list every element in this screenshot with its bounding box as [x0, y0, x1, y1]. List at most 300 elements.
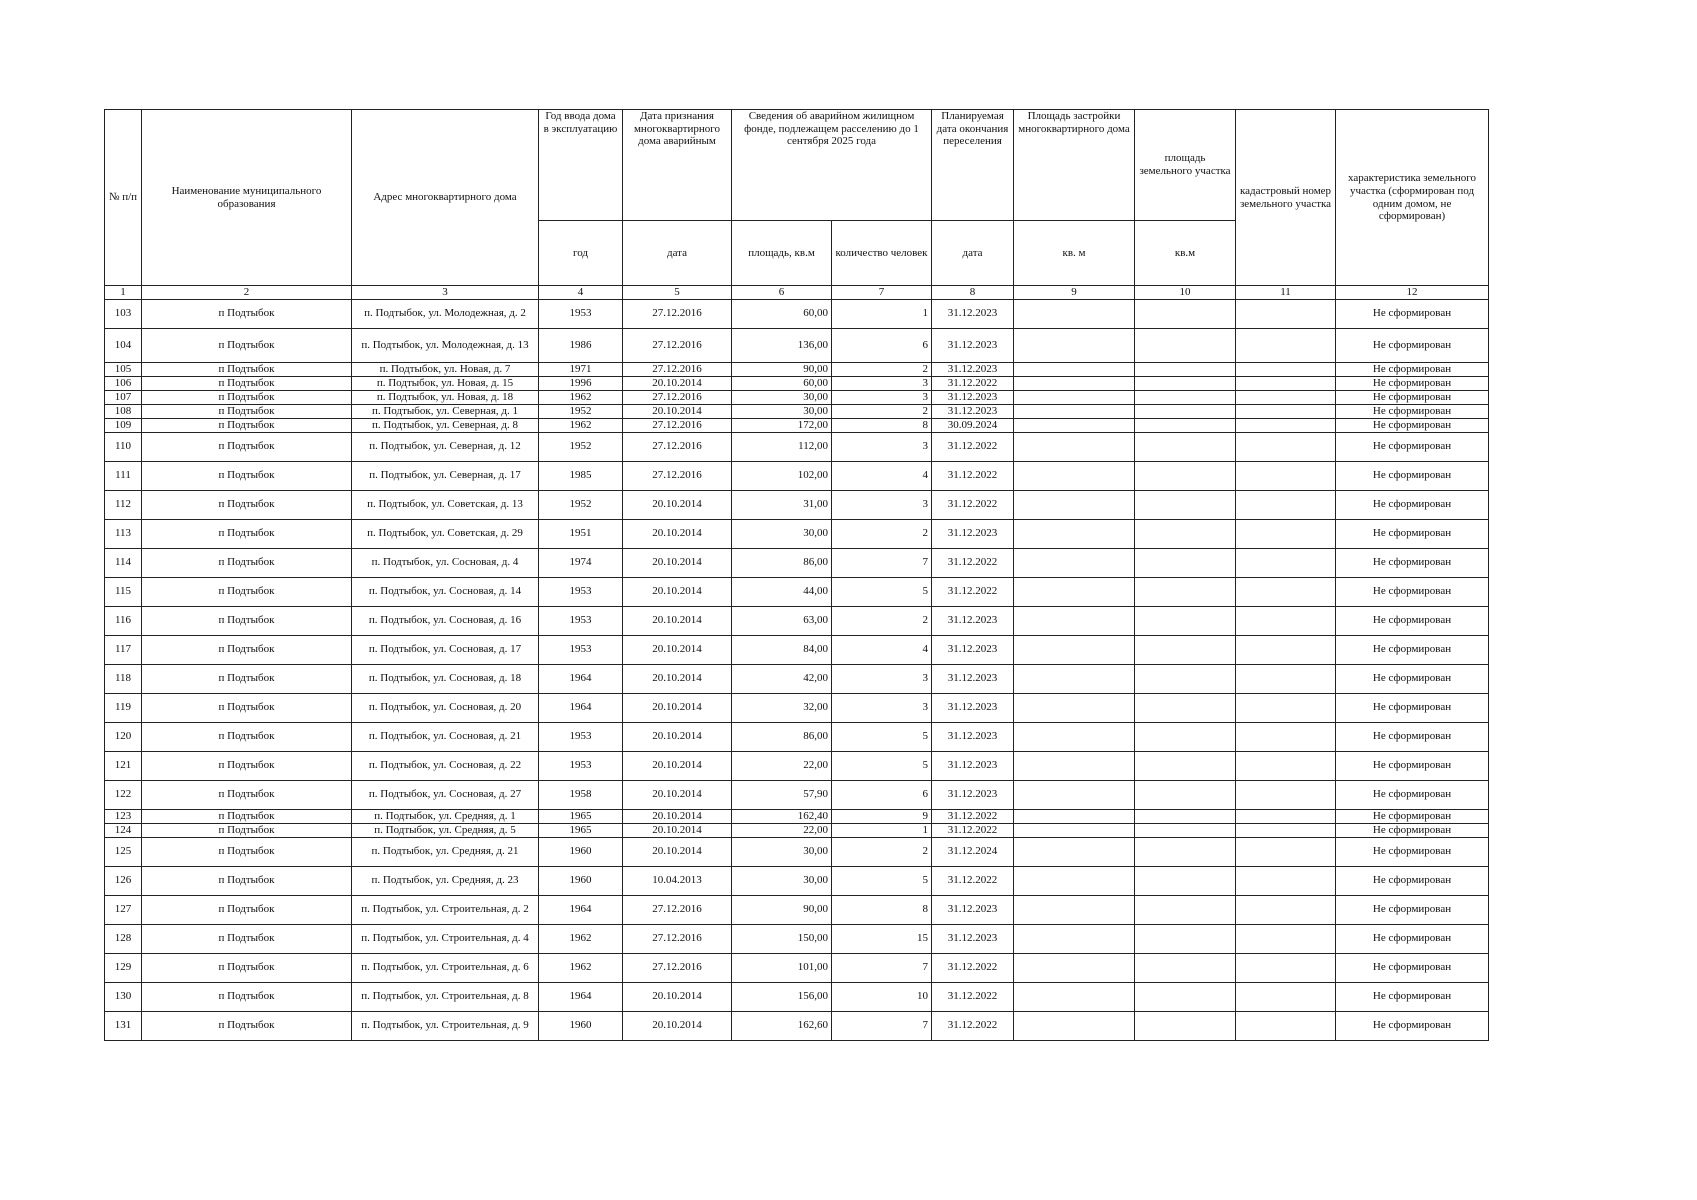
cell-land-status: Не сформирован [1336, 780, 1489, 809]
cell-land-area [1135, 390, 1236, 404]
cell-year: 1985 [539, 461, 623, 490]
cell-end-date: 31.12.2023 [932, 924, 1014, 953]
cell-municipality: п Подтыбок [142, 780, 352, 809]
table-row [105, 1011, 1489, 1040]
cell-land-status: Не сформирован [1336, 953, 1489, 982]
cell-land-area [1135, 635, 1236, 664]
cell-year: 1962 [539, 390, 623, 404]
cell-cadastral [1236, 722, 1336, 751]
cell-cadastral [1236, 780, 1336, 809]
cell-land-status: Не сформирован [1336, 1011, 1489, 1040]
cell-municipality: п Подтыбок [142, 390, 352, 404]
cell-people: 2 [832, 362, 932, 376]
cell-cadastral [1236, 461, 1336, 490]
cell-year: 1996 [539, 376, 623, 390]
cell-year: 1953 [539, 751, 623, 780]
cell-build-area [1014, 362, 1135, 376]
cell-land-area [1135, 548, 1236, 577]
header-recognition-date: Дата признания многоквартирного дома аварийным [623, 110, 732, 221]
cell-address: п. Подтыбок, ул. Средняя, д. 1 [352, 809, 539, 823]
cell-land-area [1135, 809, 1236, 823]
cell-date: 20.10.2014 [623, 1011, 732, 1040]
cell-address: п. Подтыбок, ул. Строительная, д. 2 [352, 895, 539, 924]
cell-area: 86,00 [732, 722, 832, 751]
cell-build-area [1014, 404, 1135, 418]
cell-area: 22,00 [732, 751, 832, 780]
cell-land-status: Не сформирован [1336, 418, 1489, 432]
cell-no: 122 [105, 780, 142, 809]
cell-land-area [1135, 606, 1236, 635]
cell-no: 111 [105, 461, 142, 490]
cell-land-area [1135, 418, 1236, 432]
cell-land-status: Не сформирован [1336, 866, 1489, 895]
cell-area: 86,00 [732, 548, 832, 577]
table-row [105, 751, 1489, 780]
cell-address: п. Подтыбок, ул. Сосновая, д. 16 [352, 606, 539, 635]
cell-end-date: 31.12.2023 [932, 606, 1014, 635]
cell-address: п. Подтыбок, ул. Новая, д. 18 [352, 390, 539, 404]
cell-cadastral [1236, 751, 1336, 780]
cell-municipality: п Подтыбок [142, 577, 352, 606]
cell-build-area [1014, 328, 1135, 362]
table-row [105, 953, 1489, 982]
table-row [105, 664, 1489, 693]
table-row [105, 490, 1489, 519]
cell-area: 42,00 [732, 664, 832, 693]
cell-year: 1964 [539, 664, 623, 693]
header-address: Адрес многоквартирного дома [352, 110, 539, 286]
cell-land-area [1135, 519, 1236, 548]
cell-people: 2 [832, 519, 932, 548]
cell-date: 20.10.2014 [623, 982, 732, 1011]
cell-end-date: 31.12.2023 [932, 693, 1014, 722]
cell-end-date: 31.12.2023 [932, 722, 1014, 751]
header-municipality: Наименование муниципального образования [142, 110, 352, 286]
cell-area: 162,40 [732, 809, 832, 823]
cell-land-area [1135, 722, 1236, 751]
cell-land-status: Не сформирован [1336, 519, 1489, 548]
cell-year: 1952 [539, 490, 623, 519]
cell-cadastral [1236, 404, 1336, 418]
cell-cadastral [1236, 635, 1336, 664]
cell-people: 5 [832, 722, 932, 751]
cell-area: 162,60 [732, 1011, 832, 1040]
cell-year: 1960 [539, 1011, 623, 1040]
cell-build-area [1014, 722, 1135, 751]
cell-area: 31,00 [732, 490, 832, 519]
cell-date: 20.10.2014 [623, 548, 732, 577]
subheader-people: количество человек [832, 221, 932, 286]
cell-municipality: п Подтыбок [142, 328, 352, 362]
cell-people: 7 [832, 953, 932, 982]
cell-no: 120 [105, 722, 142, 751]
cell-land-status: Не сформирован [1336, 823, 1489, 837]
cell-build-area [1014, 390, 1135, 404]
cell-cadastral [1236, 837, 1336, 866]
cell-no: 107 [105, 390, 142, 404]
cell-land-status: Не сформирован [1336, 299, 1489, 328]
cell-date: 20.10.2014 [623, 664, 732, 693]
cell-municipality: п Подтыбок [142, 376, 352, 390]
cell-date: 27.12.2016 [623, 924, 732, 953]
header-emergency-info: Сведения об аварийном жилищном фонде, подлежащем расселению до 1 сентября 2025 года [732, 110, 932, 221]
cell-build-area [1014, 982, 1135, 1011]
table-row [105, 577, 1489, 606]
cell-cadastral [1236, 390, 1336, 404]
cell-address: п. Подтыбок, ул. Строительная, д. 9 [352, 1011, 539, 1040]
cell-land-status: Не сформирован [1336, 809, 1489, 823]
cell-date: 20.10.2014 [623, 823, 732, 837]
cell-municipality: п Подтыбок [142, 548, 352, 577]
cell-no: 114 [105, 548, 142, 577]
cell-area: 112,00 [732, 432, 832, 461]
cell-address: п. Подтыбок, ул. Сосновая, д. 20 [352, 693, 539, 722]
cell-address: п. Подтыбок, ул. Молодежная, д. 2 [352, 299, 539, 328]
cell-people: 1 [832, 823, 932, 837]
cell-cadastral [1236, 693, 1336, 722]
cell-year: 1953 [539, 635, 623, 664]
table-row [105, 837, 1489, 866]
cell-no: 112 [105, 490, 142, 519]
cell-no: 108 [105, 404, 142, 418]
col-num: 2 [142, 286, 352, 300]
cell-build-area [1014, 664, 1135, 693]
cell-no: 118 [105, 664, 142, 693]
cell-area: 22,00 [732, 823, 832, 837]
subheader-area: площадь, кв.м [732, 221, 832, 286]
cell-address: п. Подтыбок, ул. Новая, д. 15 [352, 376, 539, 390]
cell-year: 1962 [539, 953, 623, 982]
cell-no: 126 [105, 866, 142, 895]
table-row [105, 328, 1489, 362]
col-num: 3 [352, 286, 539, 300]
cell-cadastral [1236, 823, 1336, 837]
cell-cadastral [1236, 924, 1336, 953]
cell-municipality: п Подтыбок [142, 362, 352, 376]
cell-date: 27.12.2016 [623, 953, 732, 982]
cell-build-area [1014, 953, 1135, 982]
cell-end-date: 31.12.2024 [932, 837, 1014, 866]
cell-land-status: Не сформирован [1336, 404, 1489, 418]
cell-area: 63,00 [732, 606, 832, 635]
cell-people: 8 [832, 895, 932, 924]
cell-date: 20.10.2014 [623, 751, 732, 780]
table-row [105, 299, 1489, 328]
cell-area: 172,00 [732, 418, 832, 432]
cell-municipality: п Подтыбок [142, 982, 352, 1011]
cell-people: 8 [832, 418, 932, 432]
cell-date: 20.10.2014 [623, 809, 732, 823]
cell-cadastral [1236, 299, 1336, 328]
cell-people: 15 [832, 924, 932, 953]
table-row [105, 390, 1489, 404]
table-body [105, 299, 1489, 1040]
cell-build-area [1014, 1011, 1135, 1040]
cell-land-status: Не сформирован [1336, 577, 1489, 606]
table-row [105, 432, 1489, 461]
cell-people: 1 [832, 299, 932, 328]
cell-address: п. Подтыбок, ул. Средняя, д. 21 [352, 837, 539, 866]
cell-address: п. Подтыбок, ул. Сосновая, д. 21 [352, 722, 539, 751]
cell-year: 1960 [539, 866, 623, 895]
cell-land-status: Не сформирован [1336, 376, 1489, 390]
cell-year: 1971 [539, 362, 623, 376]
cell-cadastral [1236, 548, 1336, 577]
subheader-land-sqm: кв.м [1135, 221, 1236, 286]
cell-area: 30,00 [732, 404, 832, 418]
cell-people: 6 [832, 780, 932, 809]
cell-date: 20.10.2014 [623, 693, 732, 722]
cell-year: 1952 [539, 404, 623, 418]
cell-date: 20.10.2014 [623, 780, 732, 809]
cell-address: п. Подтыбок, ул. Строительная, д. 4 [352, 924, 539, 953]
cell-build-area [1014, 924, 1135, 953]
cell-land-area [1135, 693, 1236, 722]
cell-people: 6 [832, 328, 932, 362]
cell-land-status: Не сформирован [1336, 722, 1489, 751]
cell-address: п. Подтыбок, ул. Сосновая, д. 27 [352, 780, 539, 809]
cell-land-status: Не сформирован [1336, 461, 1489, 490]
cell-date: 20.10.2014 [623, 635, 732, 664]
cell-year: 1964 [539, 693, 623, 722]
header-planned-end: Планируемая дата окончания переселения [932, 110, 1014, 221]
cell-no: 127 [105, 895, 142, 924]
col-num: 7 [832, 286, 932, 300]
cell-no: 104 [105, 328, 142, 362]
cell-area: 136,00 [732, 328, 832, 362]
cell-municipality: п Подтыбок [142, 809, 352, 823]
cell-people: 4 [832, 635, 932, 664]
subheader-date: дата [623, 221, 732, 286]
cell-people: 2 [832, 404, 932, 418]
cell-area: 32,00 [732, 693, 832, 722]
cell-end-date: 31.12.2022 [932, 548, 1014, 577]
cell-municipality: п Подтыбок [142, 635, 352, 664]
cell-end-date: 31.12.2023 [932, 635, 1014, 664]
cell-area: 150,00 [732, 924, 832, 953]
cell-no: 124 [105, 823, 142, 837]
cell-land-status: Не сформирован [1336, 924, 1489, 953]
cell-municipality: п Подтыбок [142, 953, 352, 982]
subheader-build-sqm: кв. м [1014, 221, 1135, 286]
cell-end-date: 30.09.2024 [932, 418, 1014, 432]
cell-year: 1953 [539, 577, 623, 606]
cell-year: 1958 [539, 780, 623, 809]
table-row [105, 404, 1489, 418]
cell-people: 2 [832, 606, 932, 635]
cell-area: 30,00 [732, 519, 832, 548]
cell-address: п. Подтыбок, ул. Новая, д. 7 [352, 362, 539, 376]
cell-municipality: п Подтыбок [142, 418, 352, 432]
table-row [105, 418, 1489, 432]
cell-land-area [1135, 577, 1236, 606]
cell-no: 123 [105, 809, 142, 823]
cell-people: 3 [832, 693, 932, 722]
cell-land-area [1135, 299, 1236, 328]
cell-address: п. Подтыбок, ул. Средняя, д. 5 [352, 823, 539, 837]
table-row [105, 895, 1489, 924]
cell-land-status: Не сформирован [1336, 664, 1489, 693]
cell-address: п. Подтыбок, ул. Сосновая, д. 4 [352, 548, 539, 577]
cell-end-date: 31.12.2022 [932, 809, 1014, 823]
cell-municipality: п Подтыбок [142, 924, 352, 953]
cell-no: 119 [105, 693, 142, 722]
cell-build-area [1014, 490, 1135, 519]
cell-build-area [1014, 461, 1135, 490]
cell-people: 5 [832, 577, 932, 606]
col-num: 10 [1135, 286, 1236, 300]
table-row [105, 780, 1489, 809]
cell-land-status: Не сформирован [1336, 490, 1489, 519]
cell-date: 20.10.2014 [623, 376, 732, 390]
cell-land-area [1135, 404, 1236, 418]
cell-cadastral [1236, 490, 1336, 519]
cell-no: 116 [105, 606, 142, 635]
cell-people: 5 [832, 866, 932, 895]
cell-land-status: Не сформирован [1336, 635, 1489, 664]
cell-land-status: Не сформирован [1336, 837, 1489, 866]
cell-land-status: Не сформирован [1336, 693, 1489, 722]
cell-area: 102,00 [732, 461, 832, 490]
cell-build-area [1014, 432, 1135, 461]
col-num: 8 [932, 286, 1014, 300]
cell-year: 1964 [539, 982, 623, 1011]
cell-municipality: п Подтыбок [142, 837, 352, 866]
cell-cadastral [1236, 866, 1336, 895]
cell-date: 20.10.2014 [623, 519, 732, 548]
cell-address: п. Подтыбок, ул. Средняя, д. 23 [352, 866, 539, 895]
cell-land-area [1135, 895, 1236, 924]
cell-build-area [1014, 548, 1135, 577]
cell-land-area [1135, 823, 1236, 837]
header-build-area: Площадь застройки многоквартирного дома [1014, 110, 1135, 221]
cell-end-date: 31.12.2023 [932, 751, 1014, 780]
subheader-year: год [539, 221, 623, 286]
cell-address: п. Подтыбок, ул. Северная, д. 1 [352, 404, 539, 418]
cell-end-date: 31.12.2022 [932, 823, 1014, 837]
cell-address: п. Подтыбок, ул. Молодежная, д. 13 [352, 328, 539, 362]
cell-municipality: п Подтыбок [142, 461, 352, 490]
cell-people: 7 [832, 548, 932, 577]
cell-land-area [1135, 490, 1236, 519]
cell-area: 30,00 [732, 866, 832, 895]
cell-cadastral [1236, 664, 1336, 693]
cell-end-date: 31.12.2022 [932, 953, 1014, 982]
cell-municipality: п Подтыбок [142, 404, 352, 418]
cell-no: 128 [105, 924, 142, 953]
cell-municipality: п Подтыбок [142, 432, 352, 461]
table-row [105, 548, 1489, 577]
cell-people: 3 [832, 490, 932, 519]
header-land-char: характеристика земельного участка (сформирован под одним домом, не сформирован) [1336, 110, 1489, 286]
cell-year: 1953 [539, 299, 623, 328]
cell-end-date: 31.12.2022 [932, 432, 1014, 461]
cell-address: п. Подтыбок, ул. Сосновая, д. 22 [352, 751, 539, 780]
cell-build-area [1014, 376, 1135, 390]
cell-date: 27.12.2016 [623, 328, 732, 362]
table-row [105, 866, 1489, 895]
cell-build-area [1014, 606, 1135, 635]
cell-municipality: п Подтыбок [142, 519, 352, 548]
cell-year: 1965 [539, 809, 623, 823]
cell-area: 60,00 [732, 376, 832, 390]
cell-cadastral [1236, 519, 1336, 548]
cell-land-status: Не сформирован [1336, 751, 1489, 780]
header-no: № п/п [105, 110, 142, 286]
cell-municipality: п Подтыбок [142, 693, 352, 722]
cell-build-area [1014, 693, 1135, 722]
cell-address: п. Подтыбок, ул. Северная, д. 17 [352, 461, 539, 490]
cell-end-date: 31.12.2022 [932, 461, 1014, 490]
cell-end-date: 31.12.2023 [932, 328, 1014, 362]
cell-address: п. Подтыбок, ул. Строительная, д. 8 [352, 982, 539, 1011]
cell-address: п. Подтыбок, ул. Сосновая, д. 18 [352, 664, 539, 693]
cell-land-area [1135, 866, 1236, 895]
cell-end-date: 31.12.2022 [932, 577, 1014, 606]
cell-end-date: 31.12.2022 [932, 982, 1014, 1011]
cell-municipality: п Подтыбок [142, 823, 352, 837]
cell-area: 156,00 [732, 982, 832, 1011]
cell-end-date: 31.12.2023 [932, 299, 1014, 328]
cell-people: 5 [832, 751, 932, 780]
cell-build-area [1014, 809, 1135, 823]
cell-area: 30,00 [732, 390, 832, 404]
cell-no: 115 [105, 577, 142, 606]
cell-people: 3 [832, 390, 932, 404]
cell-date: 27.12.2016 [623, 362, 732, 376]
cell-land-area [1135, 751, 1236, 780]
cell-cadastral [1236, 362, 1336, 376]
cell-no: 105 [105, 362, 142, 376]
cell-year: 1964 [539, 895, 623, 924]
cell-year: 1965 [539, 823, 623, 837]
table-row [105, 519, 1489, 548]
cell-land-area [1135, 376, 1236, 390]
cell-address: п. Подтыбок, ул. Северная, д. 12 [352, 432, 539, 461]
cell-people: 10 [832, 982, 932, 1011]
cell-year: 1960 [539, 837, 623, 866]
cell-no: 131 [105, 1011, 142, 1040]
cell-date: 27.12.2016 [623, 432, 732, 461]
cell-land-status: Не сформирован [1336, 606, 1489, 635]
cell-area: 44,00 [732, 577, 832, 606]
housing-table [104, 109, 1489, 1041]
cell-municipality: п Подтыбок [142, 866, 352, 895]
cell-area: 30,00 [732, 837, 832, 866]
cell-municipality: п Подтыбок [142, 664, 352, 693]
cell-land-area [1135, 953, 1236, 982]
cell-no: 110 [105, 432, 142, 461]
table-row [105, 809, 1489, 823]
cell-no: 106 [105, 376, 142, 390]
cell-no: 109 [105, 418, 142, 432]
col-num: 1 [105, 286, 142, 300]
col-num: 4 [539, 286, 623, 300]
cell-people: 7 [832, 1011, 932, 1040]
cell-land-status: Не сформирован [1336, 895, 1489, 924]
cell-cadastral [1236, 418, 1336, 432]
cell-area: 90,00 [732, 362, 832, 376]
cell-build-area [1014, 519, 1135, 548]
cell-people: 3 [832, 664, 932, 693]
column-number-row [105, 286, 1489, 300]
cell-municipality: п Подтыбок [142, 751, 352, 780]
cell-year: 1974 [539, 548, 623, 577]
cell-people: 3 [832, 376, 932, 390]
cell-people: 9 [832, 809, 932, 823]
cell-date: 27.12.2016 [623, 461, 732, 490]
cell-no: 125 [105, 837, 142, 866]
